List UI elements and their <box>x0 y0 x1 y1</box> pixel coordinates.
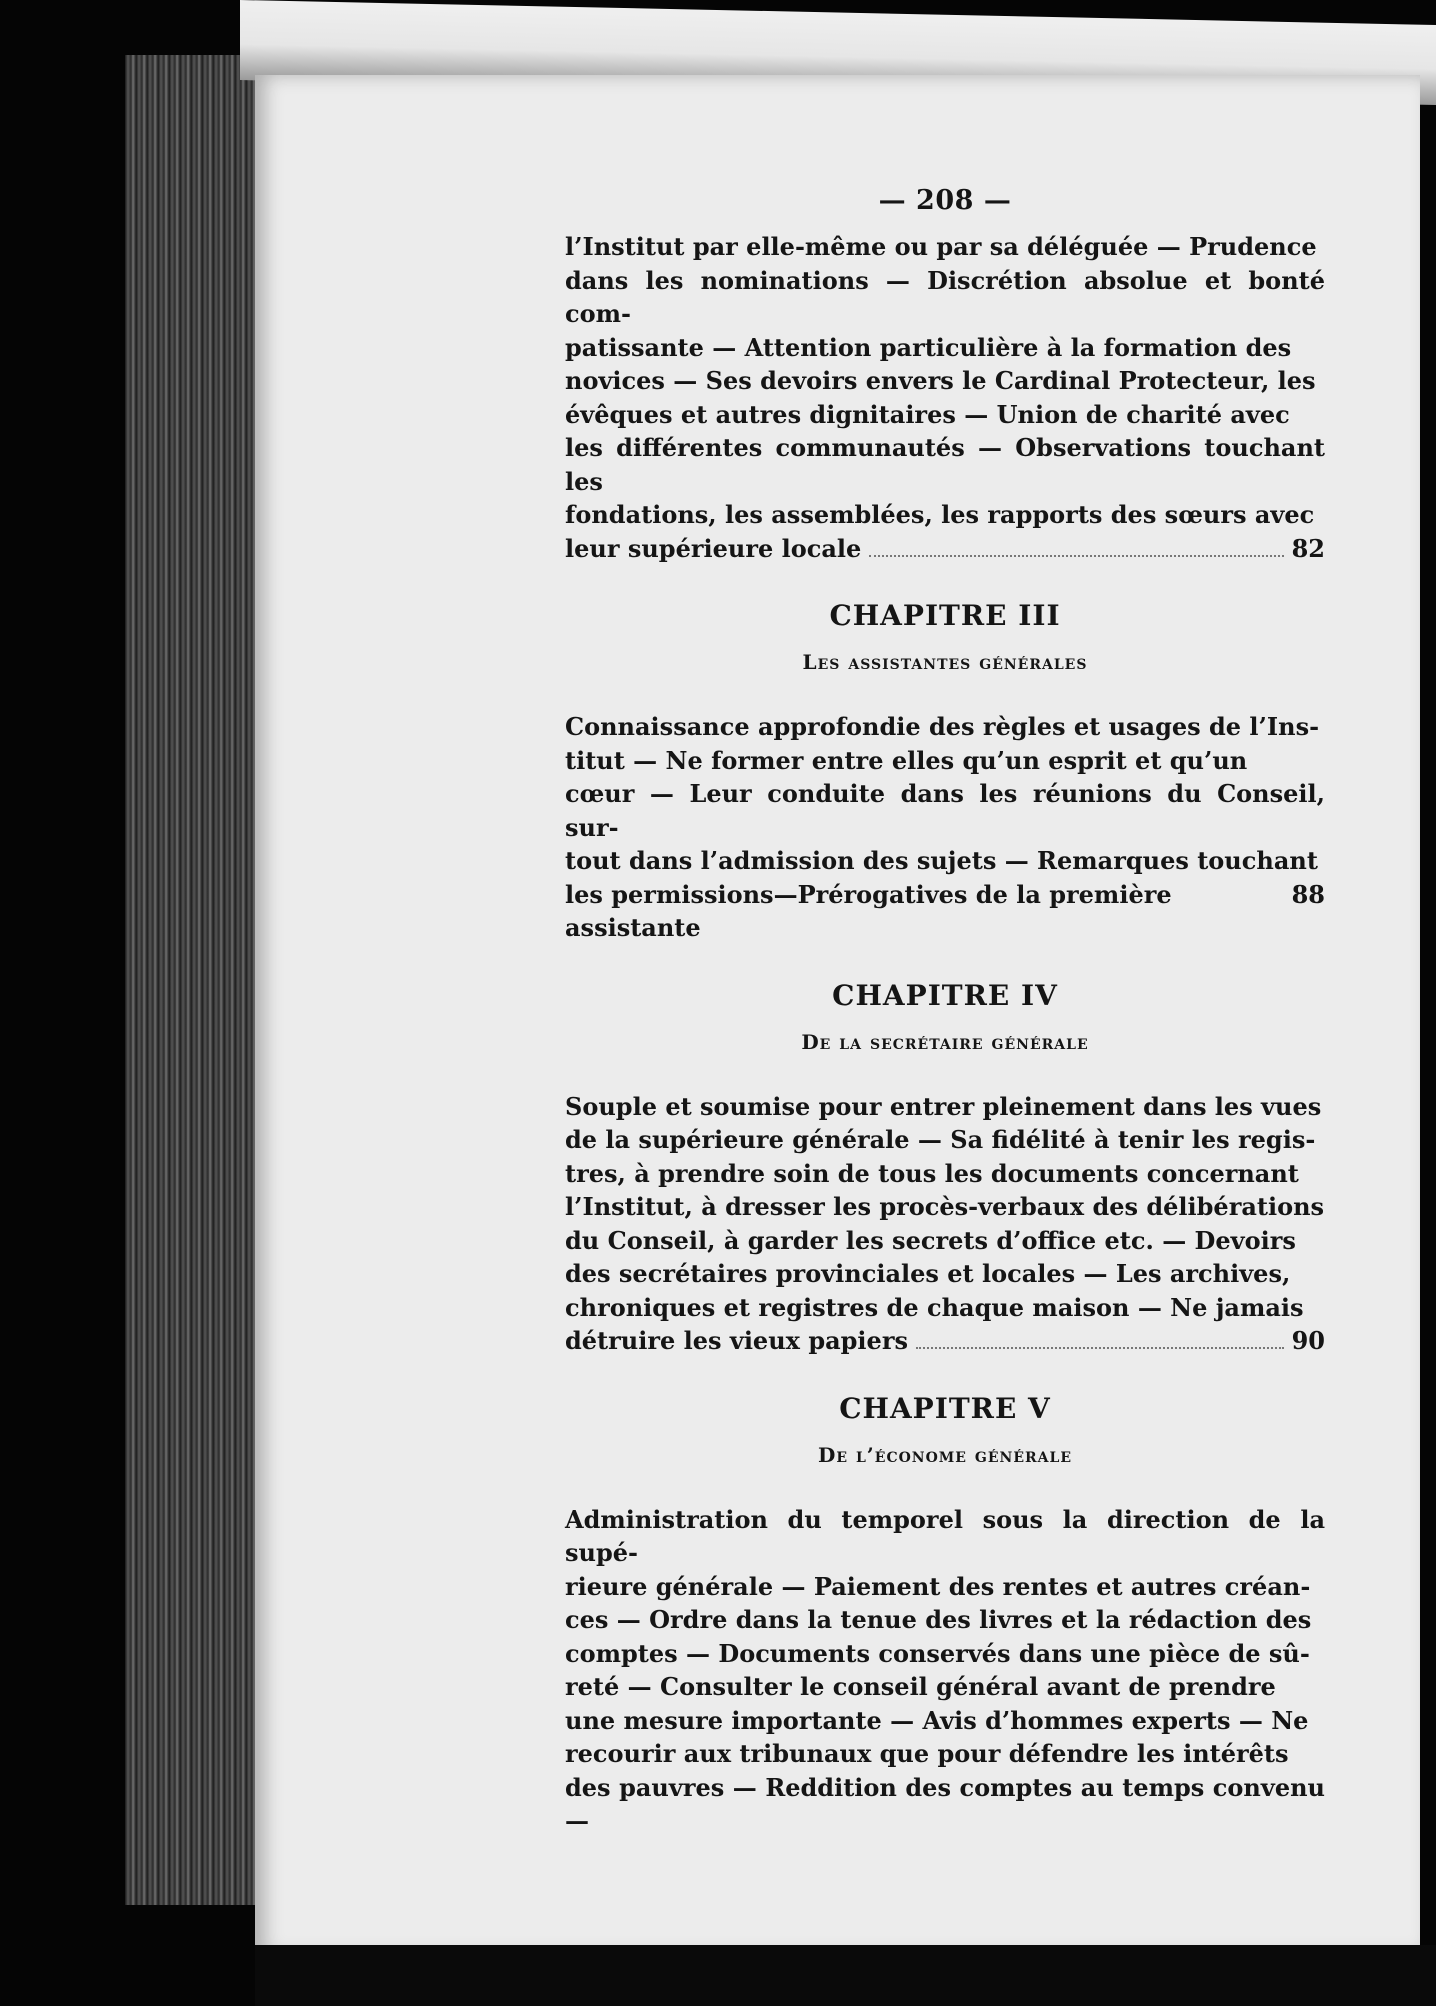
text-line: chroniques et registres de chaque maison — Ne jamais <box>565 1292 1304 1322</box>
chapter-3-section <box>565 599 1325 945</box>
text-line: Administration du temporel sous la direction de la supé- <box>565 1504 1325 1567</box>
text-line: rieure générale — Paiement des rentes et autres créan- <box>565 1571 1311 1601</box>
page-reference: 90 <box>1291 1326 1325 1355</box>
page-number: — 208 — <box>878 185 1012 216</box>
chapter-subtitle: De l’économe générale <box>817 1442 1073 1467</box>
chapter-5-section <box>565 1392 1325 1838</box>
text-line: recourir aux tribunaux que pour défendre les intérêts <box>565 1739 1289 1768</box>
text-line: les permissions—Prérogatives de la première assistante <box>565 879 1172 942</box>
text-line: les différentes communautés — Observations touchant les <box>565 433 1325 496</box>
text-line: cœur — Leur conduite dans les réunions du Conseil, sur- <box>565 779 1325 842</box>
text-line: leur supérieure locale <box>565 533 862 563</box>
text-line: titut — Ne former entre elles qu’un esprit et qu’un <box>565 745 1248 775</box>
chapter-subtitle: Les assistantes générales <box>802 650 1088 674</box>
chapter-heading: CHAPITRE V <box>839 1391 1051 1425</box>
text-line: reté — Consulter le conseil général avant de prendre <box>565 1672 1276 1701</box>
text-line: comptes — Documents conservés dans une pièce de sû- <box>565 1638 1310 1668</box>
text-line: Souple et soumise pour entrer pleinement dans les vues <box>565 1091 1322 1121</box>
page-text <box>565 185 1325 1838</box>
text-line: des pauvres — Reddition des comptes au temps convenu— <box>565 1772 1325 1835</box>
text-line: l’Institut par elle-même ou par sa déléguée — Prudence <box>565 232 1317 261</box>
text-line: tout dans l’admission des sujets — Remarques touchant <box>565 846 1318 875</box>
page-edges <box>125 55 265 1905</box>
toc-entry-last-line <box>565 532 1325 566</box>
text-line: l’Institut, à dresser les procès-verbaux des délibérations <box>565 1192 1325 1221</box>
text-line: ces — Ordre dans la tenue des livres et la rédaction des <box>565 1605 1312 1634</box>
text-line: évêques et autres dignitaires — Union de charité avec <box>565 399 1290 429</box>
chapter-heading: CHAPITRE IV <box>832 978 1058 1012</box>
chapter-heading: CHAPITRE III <box>829 599 1061 632</box>
toc-entry-last-line <box>565 1324 1325 1358</box>
text-line: tres, à prendre soin de tous les documents concernant <box>565 1158 1299 1188</box>
dot-leader <box>916 1347 1284 1349</box>
chapter-4-section <box>565 979 1325 1358</box>
chapter-subtitle: De la secrétaire générale <box>801 1029 1089 1054</box>
intro-section <box>565 230 1325 565</box>
page-bottom-shadow <box>255 1945 1436 2006</box>
page-reference: 88 <box>1291 879 1325 909</box>
text-line: fondations, les assemblées, les rapports des sœurs avec <box>565 500 1315 529</box>
text-line: une mesure importante — Avis d’hommes experts — Ne <box>565 1705 1309 1735</box>
text-line: patissante — Attention particulière à la formation des <box>565 332 1292 362</box>
text-line: de la supérieure générale — Sa fidélité à tenir les regis- <box>565 1125 1316 1154</box>
text-line: Connaissance approfondie des règles et usages de l’Ins- <box>565 712 1320 741</box>
text-line: détruire les vieux papiers <box>565 1326 908 1355</box>
toc-entry-last-line <box>565 878 1325 945</box>
text-line: des secrétaires provinciales et locales — Les archives, <box>565 1259 1291 1288</box>
text-line: dans les nominations — Discrétion absolue et bonté com- <box>565 265 1325 328</box>
text-line: novices — Ses devoirs envers le Cardinal Protecteur, les <box>565 366 1316 395</box>
dot-leader <box>869 555 1283 557</box>
page-reference: 82 <box>1291 533 1325 563</box>
text-line: du Conseil, à garder les secrets d’office etc. — Devoirs <box>565 1225 1296 1255</box>
